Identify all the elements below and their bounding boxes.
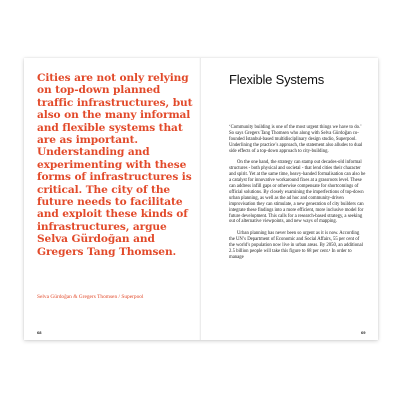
body-paragraph-2: On the one hand, the strategy can stamp out decades-old informal structures - both physical and societal - that lend cities their character and spirit. Yet at the same time, heavy-handed formalisation can also be a catalyst for innovative workaround fixes at a grassroots level. These can address infill gaps or otherwise compensate for shortcomings of official solutions. By closely examining the imperfections of top-down urban planning, as well as the ad hoc and community-driven improvisation they can stimulate, a new generation of city builders can integrate these findings into a more efficient, more inclusive model for future development. This calls for a research-based strategy, a seeking out of alternative viewpoints, and new ways of mapping. xyxy=(229,160,366,225)
body-paragraph-1: ‘Community building is one of the most urgent things we have to do.’ So says Gregers Tang Thomsen who along with Selva Gürdoğan co-founded Istanbul-based multidisciplinary design studio, Superpool. Underlining the practice’s approach, the statement also alludes to dual side effects of a top-down approach to city-building. xyxy=(229,125,363,154)
article-heading: Flexible Systems xyxy=(229,72,325,87)
pull-quote: Cities are not only relying on top-down planned traffic infrastructures, but also on the many informal and flexible systems that are as important. Understanding and experimenting with these forms of infrastructures is critical. The city of the future needs to facilitate and exploit these kinds of infrastructures, argue Selva Gürdoğan and Gregers Tang Thomsen. xyxy=(37,72,193,258)
photo-credit: Selva Gürdoğan & Gregers Thomsen / Superpool xyxy=(37,294,144,300)
right-page xyxy=(201,58,378,340)
page-number-right: 69 xyxy=(361,330,366,335)
article-body xyxy=(229,125,366,267)
book-spread xyxy=(24,58,378,340)
page-number-left: 68 xyxy=(37,330,42,335)
body-paragraph-3: Urban planning has never been so urgent as it is now. According the UN’s Department of Economic and Social Affairs, 55 per cent of the world’s population now live in urban areas. By 2050, an additional 2.5 billion people will take this figure to 68 per cent.¹ In order to manage xyxy=(229,231,363,260)
left-page xyxy=(24,58,201,340)
